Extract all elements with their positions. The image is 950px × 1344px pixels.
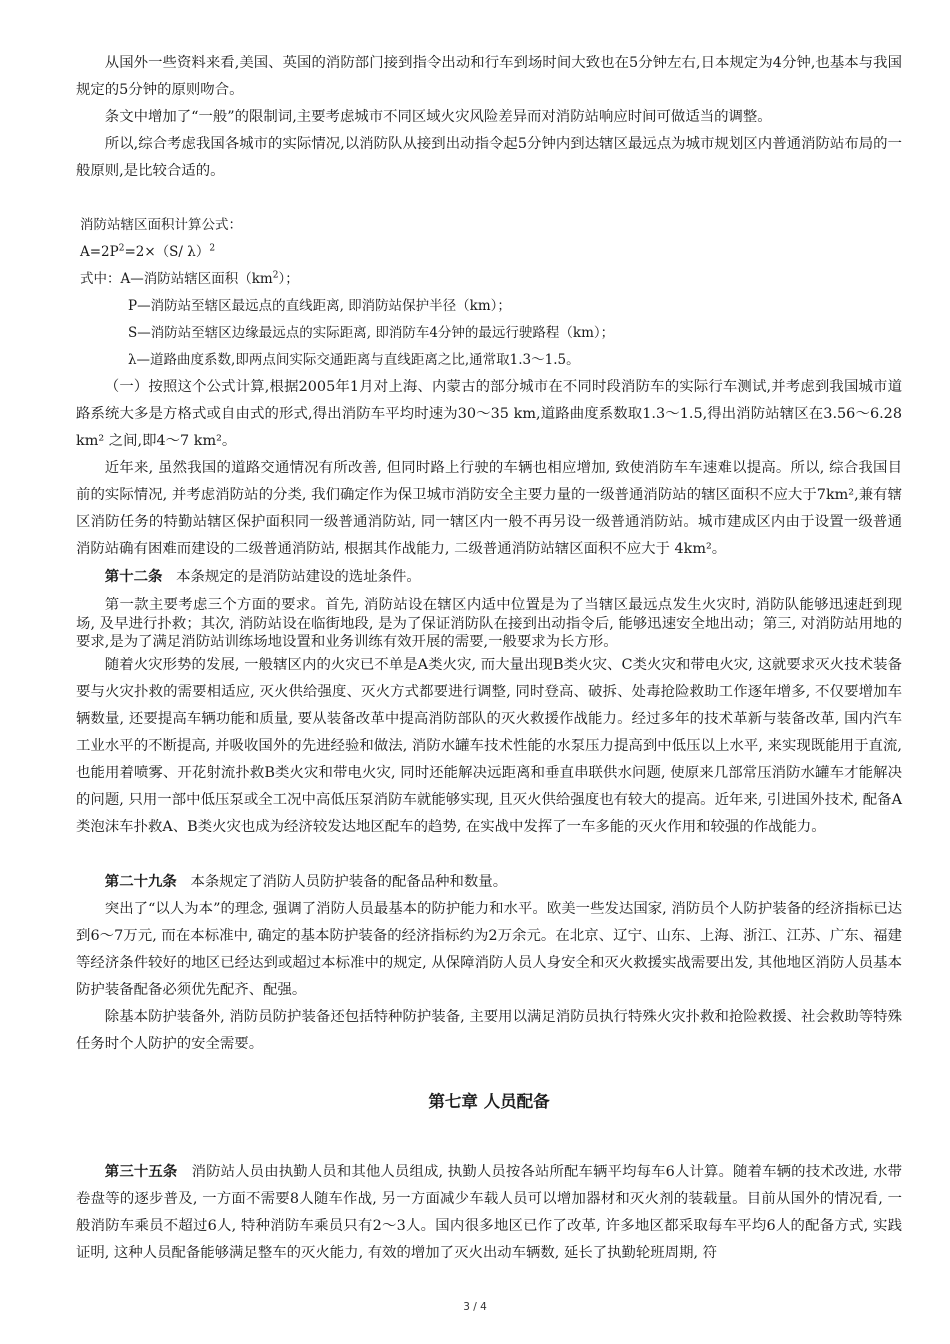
paragraph-special-equipment: 除基本防护装备外, 消防员防护装备还包括特种防护装备, 主要用以满足消防员执行特殊火灾扑救和抢险救援、社会救助等特殊任务时个人防护的安全需要。 [76, 1008, 902, 1052]
formula-def-lambda: λ—道路曲度系数,即两点间实际交通距离与直线距离之比,通常取1.3～1.5。 [128, 352, 580, 368]
formula-equation: $A=2P^2=2\times(S/$ λ）$^2$ [80, 243, 216, 260]
formula-title: 消防站辖区面积计算公式： [80, 217, 242, 233]
formula-where-a: 式中：A—消防站辖区面积$(km^2)$； [80, 270, 299, 287]
article-35-text: 消防站人员由执勤人员和其他人员组成, 执勤人员按各站所配车辆平均每车6人计算。随着车辆的技术改进, 水带卷盘等的逐步普及, 一方面不需要8人随车作战, 另一方面减少车载人员可以增加器材和灭火剂的装载量。目前从国外的情况看, 一般消防车乘员不超过6人, 特种消防车乘员只有2～3人。国内很多地区已作了改革, 许多地区都采取每车平均6人的配备方式, 实践证明, 这种人员配备能够满足整车的灭火能力, 有效的增加了灭火出动车辆数, 延长了执勤轮班周期, 符 [76, 1163, 902, 1261]
article-12-text: 本条规定的是消防站建设的选址条件。 [176, 569, 421, 585]
article-12 [76, 563, 902, 591]
paragraph-fire-situation: 随着火灾形势的发展, 一般辖区内的火灾已不单是A类火灾, 而大量出现B类火灾、C类火灾和带电火灾, 这就要求灭火技术装备要与火灾扑救的需要相适应, 灭火供给强度、灭火方式都要进行调整, 同时登高、破拆、处毒抢险救助工作逐年增多, 不仅要增加车辆数量, 还要提高车辆功能和质量, 要从装备改革中提高消防部队的灭火救援作战能力。经过多年的技术革新与装备改革, 国内汽车工业水平的不断提高, 并吸收国外的先进经验和做法, 消防水罐车技术性能的水泵压力提高到中低压以上水平, 来实现既能用于直流, 也能用着喷雾、开花射流扑救B类火灾和带电火灾, 同时还能解决远距离和垂直串联供水问题, 使原来几部常压消防水罐车才能解决的问题, 只用一部中低压泵或全工况中高低压泵消防车就能够实现, 且灭火供给强度也有较大的提高。近年来, 引进国外技术, 配备A类泡沫车扑救A、B类火灾也成为经济较发达地区配车的趋势, 在实战中发挥了一车多能的灭火作用和较强的作战能力。 [76, 656, 902, 835]
formula-def-s: S—消防站至辖区边缘最远点的实际距离, 即消防车4分钟的最远行驶路程（km）； [128, 325, 615, 341]
chapter-title: 第七章 人员配备 [428, 1091, 550, 1111]
paragraph-location-requirements: 第一款主要考虑三个方面的要求。首先, 消防站设在辖区内适中位置是为了当辖区最远点发生火灾时, 消防队能够迅速赶到现场, 及早进行扑救；其次, 消防站设在临街地段, 是为了保证消防队在接到出动指令后, 能够迅速安全地出动；第三, 对消防站用地的要求,是为了满足消防站训练场地设置和业务训练有效开展的需要,一般要求为长方形。 [76, 597, 902, 650]
paragraph-calculation: （一）按照这个公式计算,根据2005年1月对上海、内蒙古的部分城市在不同时段消防车的实际行车测试,并考虑到我国城市道路系统大多是方格式或自由式的形式,得出消防车平均时速为30～35 km,道路曲度系数取1.3～1.5,得出消防站辖区在3.56～6.28 km² 之间,即4～7 km²。 [76, 379, 902, 449]
article-35-label: 第三十五条 [104, 1162, 178, 1180]
article-29-label: 第二十九条 [104, 872, 177, 890]
paragraph-conclusion: 所以,综合考虑我国各城市的实际情况,以消防队从接到出动指令起5分钟内到达辖区最远点为城市规划区内普通消防站布局的一般原则,是比较合适的。 [76, 136, 902, 179]
paragraph-recent-years: 近年来, 虽然我国的道路交通情况有所改善, 但同时路上行驶的车辆也相应增加, 致使消防车车速难以提高。所以, 综合我国目前的实际情况, 并考虑消防站的分类, 我们确定作为保卫城市消防安全主要力量的一级普通消防站的辖区面积不应大于7km²,兼有辖区消防任务的特勤站辖区保护面积同一级普通消防站, 同一辖区内一般不再另设一级普通消防站。城市建成区内由于设置一级普通消防站确有困难而建设的二级普通消防站, 根据其作战能力, 二级普通消防站辖区面积不应大于 4km²。 [76, 460, 902, 557]
paragraph-general-qualifier: 条文中增加了“一般”的限制词,主要考虑城市不同区域火灾风险差异而对消防站响应时间可做适当的调整。 [104, 109, 772, 125]
article-29-text: 本条规定了消防人员防护装备的配备品种和数量。 [190, 873, 508, 890]
article-35 [76, 1158, 902, 1267]
article-12-label: 第十二条 [104, 568, 163, 585]
paragraph-people-oriented: 突出了“以人为本”的理念, 强调了消防人员最基本的防护能力和水平。欧美一些发达国家, 消防员个人防护装备的经济指标已达到6～7万元, 而在本标准中, 确定的基本防护装备的经济指标约为2万余元。在北京、辽宁、山东、上海、浙江、江苏、广东、福建等经济条件较好的地区已经达到或超过本标准中的规定, 从保障消防人员人身安全和灭火救援实战需要出发, 其他地区消防人员基本防护装备配备必须优先配齐、配强。 [76, 900, 902, 998]
paragraph-foreign-data: 从国外一些资料来看,美国、英国的消防部门接到指令出动和行车到场时间大致也在5分钟左右,日本规定为4分钟,也基本与我国规定的5分钟的原则吻合。 [76, 55, 902, 98]
page-number: 3 / 4 [463, 1301, 487, 1313]
article-29 [76, 868, 902, 896]
formula-def-p: P—消防站至辖区最远点的直线距离, 即消防站保护半径（km）； [128, 298, 511, 314]
document-body [76, 50, 902, 1267]
formula-block [76, 212, 902, 374]
